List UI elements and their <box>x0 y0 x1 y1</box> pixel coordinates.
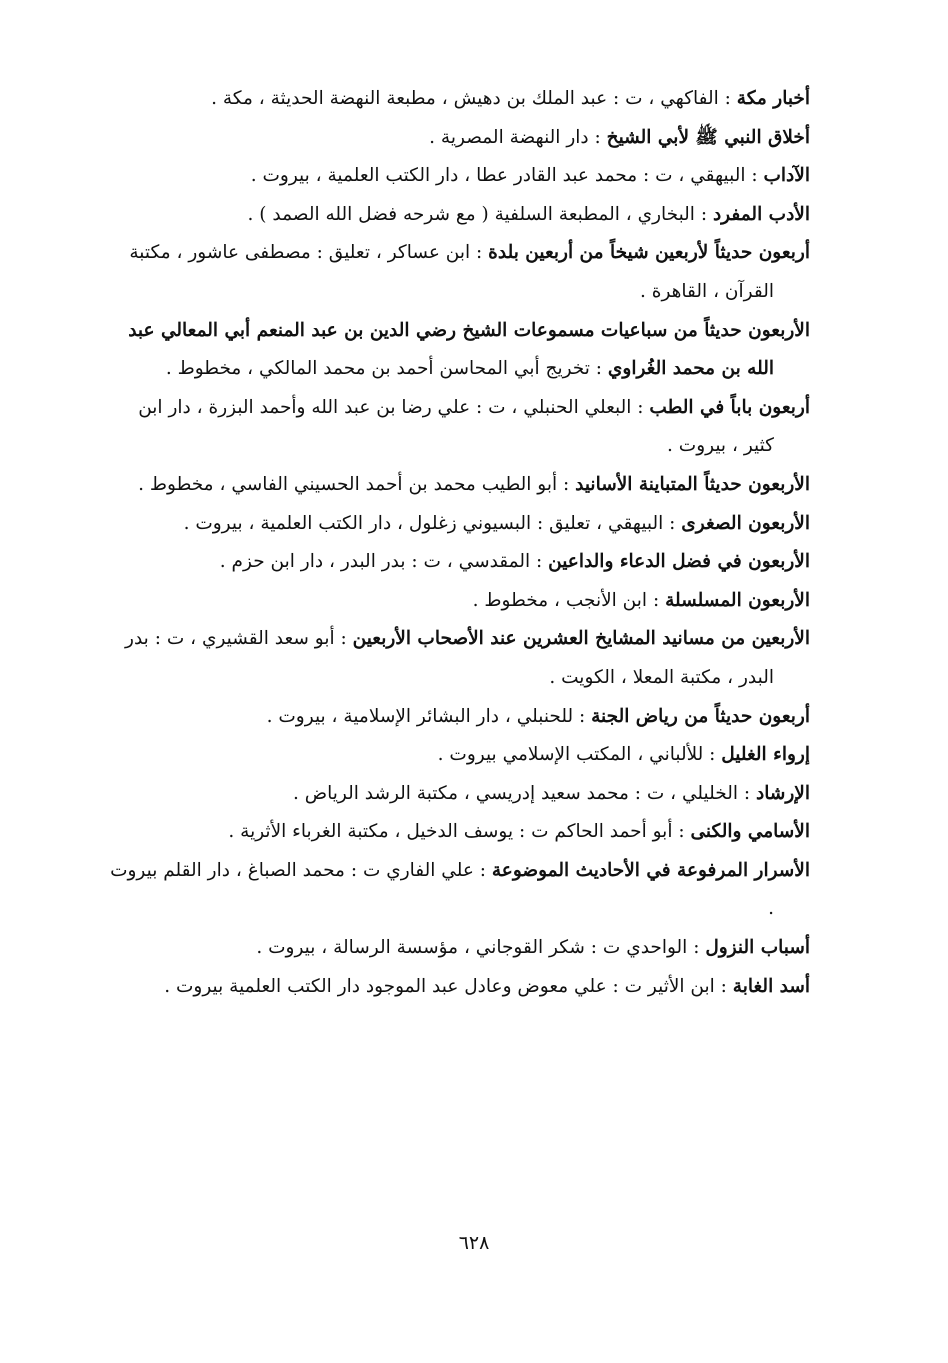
entry-details: : البعلي الحنبلي ، ت : علي رضا بن عبد الله وأحمد البزرة ، دار ابن كثير ، بيروت . <box>138 396 774 457</box>
bibliography-list <box>108 80 810 1006</box>
entry-title: الأسامي والكنى <box>690 821 810 843</box>
entry-title: الأربعين من مسانيد المشايخ العشرين عند الأصحاب الأربعين <box>352 628 810 650</box>
bibliography-entry <box>108 813 810 852</box>
entry-title: أخلاق النبي ﷺ لأبي الشيخ <box>606 126 810 148</box>
entry-details: : البخاري ، المطبعة السلفية ( مع شرحه فضل الله الصمد ) . <box>247 203 713 225</box>
entry-details: : الفاكهي ، ت : عبد الملك بن دهيش ، مطبعة النهضة الحديثة ، مكة . <box>211 88 737 109</box>
entry-details: : للألباني ، المكتب الإسلامي بيروت . <box>437 744 722 766</box>
entry-title: الأربعون الصغرى <box>681 512 810 534</box>
entry-title: الإرشاد <box>755 782 810 804</box>
entry-details: : ابن عساكر ، تعليق : مصطفى عاشور ، مكتبة القرآن ، القاهرة . <box>129 242 774 302</box>
bibliography-entry <box>108 389 810 466</box>
entry-details: : الواحدي ت : شكر القوجاني ، مؤسسة الرسالة ، بيروت . <box>256 937 706 959</box>
bibliography-entry <box>108 505 810 544</box>
entry-title: أسباب النزول <box>705 937 810 959</box>
entry-title: الأربعون في فضل الدعاء والداعين <box>548 551 810 573</box>
bibliography-entry <box>108 196 810 235</box>
bibliography-entry <box>108 852 810 929</box>
entry-title: الأسرار المرفوعة في الأحاديث الموضوعة <box>491 859 810 881</box>
bibliography-entry <box>108 543 810 582</box>
bibliography-entry <box>108 968 810 1007</box>
entry-details: : ابن الأثير ت : علي معوض وعادل عبد الموجود دار الكتب العلمية بيروت . <box>164 975 733 997</box>
entry-title: إرواء الغليل <box>721 744 810 766</box>
entry-details: : أبو أحمد الحاكم ت : يوسف الدخيل ، مكتبة الغرباء الأثرية . <box>228 821 691 843</box>
bibliography-entry <box>108 736 810 775</box>
entry-details: : علي الفاري ت : محمد الصباغ ، دار القلم بيروت . <box>110 859 774 920</box>
page-number: ٦٢٨ <box>458 1232 490 1254</box>
entry-title: أربعون حديثاً لأربعين شيخاً من أربعين بلدة <box>488 242 810 264</box>
entry-details: : ابن الأنجب ، مخطوط . <box>472 589 666 611</box>
entry-details: : تخريج أبي المحاسن أحمد بن محمد المالكي ، مخطوط . <box>165 358 608 380</box>
bibliography-entry <box>108 119 810 158</box>
bibliography-entry <box>108 157 810 196</box>
entry-details: : أبو سعد القشيري ، ت : بدر البدر ، مكتبة المعلا ، الكويت . <box>125 628 774 688</box>
entry-details: : دار النهضة المصرية . <box>429 126 607 148</box>
entry-details: : للحنبلي ، دار البشائر الإسلامية ، بيروت . <box>266 705 592 727</box>
bibliography-entry <box>108 312 810 389</box>
entry-details: : المقدسي ، ت : بدر البدر ، دار ابن حزم . <box>219 551 549 573</box>
entry-title: الآداب <box>763 165 810 187</box>
bibliography-entry <box>108 466 810 505</box>
entry-title: الأدب المفرد <box>712 203 810 225</box>
bibliography-entry <box>108 582 810 621</box>
entry-details: : أبو الطيب محمد بن أحمد الحسيني الفاسي ، مخطوط . <box>138 473 576 495</box>
entry-title: الأربعون حديثاً المتباينة الأسانيد <box>575 473 810 495</box>
entry-title: الأربعون حديثاً من سباعيات مسموعات الشيخ رضي الدين بن عبد المنعم أبي المعالي عبد الله بن محمد الغُراوي <box>128 319 810 380</box>
entry-title: أربعون حديثاً من رياض الجنة <box>591 705 810 727</box>
bibliography-entry <box>108 80 810 119</box>
bibliography-entry <box>108 698 810 737</box>
entry-details: : الخليلي ، ت : محمد سعيد إدريسي ، مكتبة الرشد الرياض . <box>292 782 756 804</box>
bibliography-entry <box>108 620 810 697</box>
entry-details: : البيهقي ، تعليق : البسيوني زغلول ، دار الكتب العلمية ، بيروت . <box>183 512 682 534</box>
entry-title: أسد الغابة <box>732 975 810 997</box>
bibliography-entry <box>108 234 810 311</box>
entry-details: : البيهقي ، ت : محمد عبد القادر عطا ، دار الكتب العلمية ، بيروت . <box>250 165 764 187</box>
entry-title: الأربعون المسلسلة <box>665 589 810 611</box>
bibliography-entry <box>108 929 810 968</box>
entry-title: أخبار مكة <box>736 88 810 109</box>
entry-title: أربعون باباً في الطب <box>649 396 810 418</box>
bibliography-entry <box>108 775 810 814</box>
